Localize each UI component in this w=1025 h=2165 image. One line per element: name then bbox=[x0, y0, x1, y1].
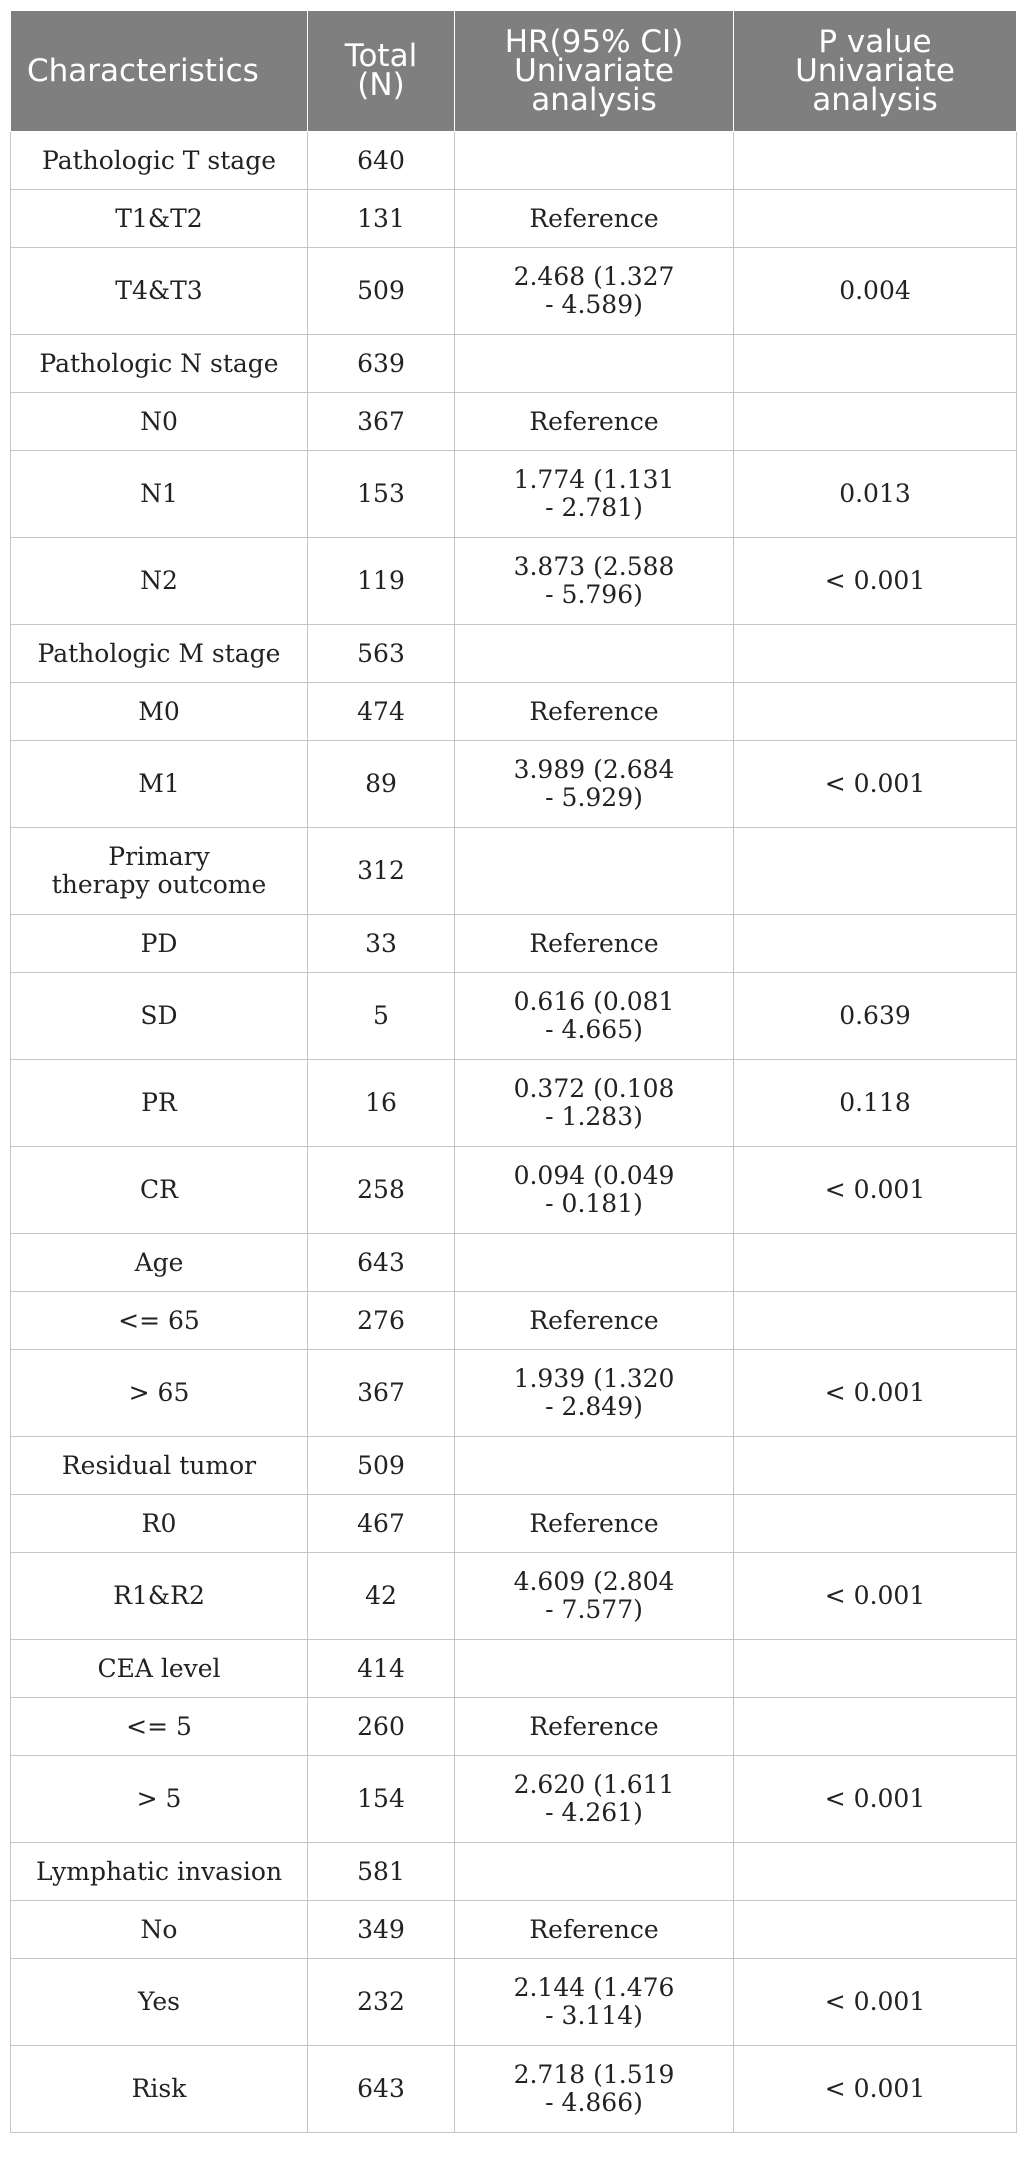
characteristic-cell bbox=[11, 1437, 308, 1495]
characteristic-cell-line: Age bbox=[134, 1247, 184, 1277]
characteristic-cell bbox=[11, 1843, 308, 1901]
p-value-cell bbox=[734, 393, 1017, 451]
characteristic-cell-line: PR bbox=[141, 1088, 177, 1117]
table-row bbox=[11, 1437, 1017, 1495]
hr-cell bbox=[455, 393, 734, 451]
characteristic-cell-line: Residual tumor bbox=[61, 1450, 257, 1480]
p-value-cell bbox=[734, 132, 1017, 190]
total-cell: 153 bbox=[308, 451, 455, 538]
p-value-header bbox=[734, 11, 1017, 132]
table-row bbox=[11, 828, 1017, 915]
table-row bbox=[11, 190, 1017, 248]
p-value-cell bbox=[734, 915, 1017, 973]
total-cell: 33 bbox=[308, 915, 455, 973]
characteristic-cell-line: Pathologic M stage bbox=[37, 638, 281, 668]
hr-cell bbox=[455, 1350, 734, 1437]
p-value-cell: < 0.001 bbox=[734, 1553, 1017, 1640]
hr-cell-line: - 1.283) bbox=[545, 1102, 643, 1131]
hr-cell bbox=[455, 1901, 734, 1959]
table-row bbox=[11, 132, 1017, 190]
hr-cell bbox=[455, 1147, 734, 1234]
total-cell: 131 bbox=[308, 190, 455, 248]
characteristic-cell bbox=[11, 973, 308, 1060]
characteristic-cell-line: N2 bbox=[140, 566, 178, 595]
characteristic-cell-line: therapy outcome bbox=[51, 870, 267, 899]
characteristic-cell-line: <= 65 bbox=[118, 1305, 200, 1335]
hr-cell bbox=[455, 1756, 734, 1843]
p-value-cell bbox=[734, 1292, 1017, 1350]
p-value-cell: < 0.001 bbox=[734, 1959, 1017, 2046]
p-value-cell bbox=[734, 1495, 1017, 1553]
table-row bbox=[11, 973, 1017, 1060]
hr-cell-line: - 4.589) bbox=[545, 290, 643, 319]
header-line: Total bbox=[344, 38, 418, 74]
hr-cell bbox=[455, 828, 734, 915]
table-row bbox=[11, 625, 1017, 683]
characteristic-cell-line: T4&T3 bbox=[115, 276, 203, 305]
table-row bbox=[11, 1901, 1017, 1959]
table-row bbox=[11, 741, 1017, 828]
characteristic-cell bbox=[11, 335, 308, 393]
hr-cell bbox=[455, 915, 734, 973]
characteristic-cell-line: Pathologic N stage bbox=[39, 348, 279, 378]
header-line: analysis bbox=[531, 81, 657, 118]
total-cell: 232 bbox=[308, 1959, 455, 2046]
hr-cell bbox=[455, 973, 734, 1060]
hr-cell bbox=[455, 132, 734, 190]
characteristic-cell bbox=[11, 1901, 308, 1959]
hr-cell-line: 2.144 (1.476 bbox=[513, 1973, 675, 2002]
characteristic-cell-line: Pathologic T stage bbox=[42, 145, 276, 175]
p-value-cell bbox=[734, 1843, 1017, 1901]
total-header bbox=[308, 11, 455, 132]
table-row bbox=[11, 1060, 1017, 1147]
table-row bbox=[11, 1234, 1017, 1292]
hr-cell bbox=[455, 538, 734, 625]
hr-cell-line: - 4.665) bbox=[545, 1015, 643, 1044]
characteristic-cell-line: <= 5 bbox=[126, 1711, 192, 1741]
characteristic-cell-line: No bbox=[140, 1914, 178, 1944]
p-value-cell: 0.118 bbox=[734, 1060, 1017, 1147]
characteristic-cell bbox=[11, 625, 308, 683]
characteristic-cell bbox=[11, 915, 308, 973]
hr-cell-line: - 5.929) bbox=[545, 783, 643, 812]
p-value-cell: 0.639 bbox=[734, 973, 1017, 1060]
characteristic-cell bbox=[11, 1060, 308, 1147]
hr-cell-line: 2.718 (1.519 bbox=[513, 2060, 675, 2089]
total-cell: 643 bbox=[308, 1234, 455, 1292]
table-row bbox=[11, 393, 1017, 451]
table-row bbox=[11, 1698, 1017, 1756]
hr-cell bbox=[455, 1292, 734, 1350]
header-line: Univariate bbox=[514, 52, 674, 89]
hr-cell-line: Reference bbox=[529, 406, 659, 436]
total-cell: 467 bbox=[308, 1495, 455, 1553]
total-cell: 639 bbox=[308, 335, 455, 393]
p-value-cell bbox=[734, 828, 1017, 915]
p-value-cell: < 0.001 bbox=[734, 1350, 1017, 1437]
table-row bbox=[11, 1843, 1017, 1901]
total-cell: 349 bbox=[308, 1901, 455, 1959]
characteristic-cell-line: > 65 bbox=[128, 1378, 190, 1407]
characteristic-cell bbox=[11, 2046, 308, 2133]
p-value-cell bbox=[734, 1698, 1017, 1756]
characteristic-cell bbox=[11, 828, 308, 915]
hr-cell bbox=[455, 625, 734, 683]
total-cell: 509 bbox=[308, 248, 455, 335]
hr-cell-line: 1.774 (1.131 bbox=[513, 465, 675, 494]
hr-cell-line: - 5.796) bbox=[545, 580, 643, 609]
total-cell: 367 bbox=[308, 393, 455, 451]
table-row bbox=[11, 1292, 1017, 1350]
table-body bbox=[11, 132, 1017, 2133]
characteristic-cell bbox=[11, 248, 308, 335]
hr-cell bbox=[455, 1234, 734, 1292]
characteristic-cell bbox=[11, 1640, 308, 1698]
hr-cell-line: - 7.577) bbox=[545, 1595, 643, 1624]
header-line: analysis bbox=[812, 81, 938, 118]
table-row bbox=[11, 683, 1017, 741]
hr-cell bbox=[455, 1437, 734, 1495]
header-row bbox=[11, 11, 1017, 132]
hr-cell-line: 0.094 (0.049 bbox=[513, 1161, 675, 1190]
table-row bbox=[11, 335, 1017, 393]
header-line: Univariate bbox=[795, 52, 955, 89]
table-row bbox=[11, 915, 1017, 973]
characteristic-cell bbox=[11, 1350, 308, 1437]
table-row bbox=[11, 2046, 1017, 2133]
characteristic-cell bbox=[11, 1698, 308, 1756]
characteristic-cell bbox=[11, 1234, 308, 1292]
table-row bbox=[11, 1756, 1017, 1843]
p-value-cell bbox=[734, 190, 1017, 248]
characteristic-cell-line: Primary bbox=[108, 842, 210, 871]
characteristic-cell-line: R1&R2 bbox=[113, 1581, 205, 1610]
total-cell: 414 bbox=[308, 1640, 455, 1698]
p-value-cell bbox=[734, 683, 1017, 741]
hr-header bbox=[455, 11, 734, 132]
characteristic-cell-line: Risk bbox=[131, 2074, 187, 2103]
total-cell: 581 bbox=[308, 1843, 455, 1901]
hr-cell bbox=[455, 1060, 734, 1147]
hazard-ratio-table bbox=[10, 10, 1017, 2133]
total-cell: 42 bbox=[308, 1553, 455, 1640]
total-cell: 119 bbox=[308, 538, 455, 625]
p-value-cell: 0.013 bbox=[734, 451, 1017, 538]
hr-cell-line: - 4.866) bbox=[545, 2088, 643, 2117]
characteristic-cell-line: CR bbox=[140, 1175, 178, 1204]
total-cell: 16 bbox=[308, 1060, 455, 1147]
characteristic-cell-line: Lymphatic invasion bbox=[35, 1856, 283, 1886]
characteristic-cell-line: N1 bbox=[140, 479, 178, 508]
characteristic-cell bbox=[11, 741, 308, 828]
characteristic-cell bbox=[11, 1495, 308, 1553]
p-value-cell: 0.004 bbox=[734, 248, 1017, 335]
total-cell: 640 bbox=[308, 132, 455, 190]
header-line: (N) bbox=[357, 67, 405, 103]
p-value-cell bbox=[734, 1901, 1017, 1959]
p-value-cell bbox=[734, 335, 1017, 393]
hr-cell-line: Reference bbox=[529, 1914, 659, 1944]
hr-cell-line: 3.989 (2.684 bbox=[513, 755, 675, 784]
table-row bbox=[11, 1495, 1017, 1553]
characteristic-cell bbox=[11, 1959, 308, 2046]
hr-cell bbox=[455, 451, 734, 538]
hr-cell-line: 3.873 (2.588 bbox=[513, 552, 675, 581]
table-row bbox=[11, 1959, 1017, 2046]
total-cell: 312 bbox=[308, 828, 455, 915]
hr-cell-line: 2.468 (1.327 bbox=[513, 262, 675, 291]
hr-cell-line: 1.939 (1.320 bbox=[513, 1364, 675, 1393]
hr-cell bbox=[455, 1959, 734, 2046]
hr-cell-line: 4.609 (2.804 bbox=[513, 1567, 675, 1596]
p-value-cell: < 0.001 bbox=[734, 2046, 1017, 2133]
characteristic-cell bbox=[11, 190, 308, 248]
p-value-cell bbox=[734, 1437, 1017, 1495]
hr-cell-line: - 4.261) bbox=[545, 1798, 643, 1827]
characteristic-cell-line: M1 bbox=[138, 769, 180, 798]
table-row bbox=[11, 248, 1017, 335]
total-cell: 258 bbox=[308, 1147, 455, 1234]
hr-cell-line: - 3.114) bbox=[545, 2001, 643, 2030]
characteristic-cell-line: SD bbox=[140, 1001, 178, 1030]
hr-cell-line: 0.616 (0.081 bbox=[513, 987, 675, 1016]
p-value-cell: < 0.001 bbox=[734, 538, 1017, 625]
hr-cell bbox=[455, 683, 734, 741]
hr-cell-line: Reference bbox=[529, 928, 659, 958]
hr-cell-line: - 0.181) bbox=[545, 1189, 643, 1218]
hr-cell bbox=[455, 2046, 734, 2133]
characteristic-cell bbox=[11, 451, 308, 538]
hr-cell-line: - 2.781) bbox=[545, 493, 643, 522]
characteristic-cell-line: M0 bbox=[138, 696, 180, 726]
characteristic-cell-line: N0 bbox=[140, 406, 178, 436]
hr-cell-line: Reference bbox=[529, 696, 659, 726]
total-cell: 509 bbox=[308, 1437, 455, 1495]
characteristic-cell bbox=[11, 538, 308, 625]
header-line: HR(95% CI) bbox=[504, 23, 684, 60]
characteristic-cell bbox=[11, 1756, 308, 1843]
characteristic-cell bbox=[11, 1147, 308, 1234]
table-row bbox=[11, 538, 1017, 625]
hr-cell-line: 2.620 (1.611 bbox=[513, 1770, 675, 1799]
characteristic-cell bbox=[11, 132, 308, 190]
hr-cell-line: Reference bbox=[529, 1711, 659, 1741]
p-value-cell: < 0.001 bbox=[734, 1756, 1017, 1843]
characteristic-cell bbox=[11, 393, 308, 451]
p-value-cell: < 0.001 bbox=[734, 1147, 1017, 1234]
p-value-cell: < 0.001 bbox=[734, 741, 1017, 828]
hr-cell bbox=[455, 1698, 734, 1756]
characteristic-cell-line: T1&T2 bbox=[115, 203, 203, 233]
total-cell: 89 bbox=[308, 741, 455, 828]
total-cell: 154 bbox=[308, 1756, 455, 1843]
characteristic-cell bbox=[11, 1553, 308, 1640]
header-line: Characteristics bbox=[27, 52, 259, 89]
total-cell: 563 bbox=[308, 625, 455, 683]
p-value-cell bbox=[734, 625, 1017, 683]
hr-cell bbox=[455, 1640, 734, 1698]
hr-cell bbox=[455, 190, 734, 248]
characteristic-cell bbox=[11, 683, 308, 741]
characteristic-cell-line: Yes bbox=[138, 1987, 180, 2016]
characteristics-header bbox=[11, 11, 308, 132]
hr-cell bbox=[455, 741, 734, 828]
characteristic-cell-line: PD bbox=[140, 928, 178, 958]
hr-cell bbox=[455, 1843, 734, 1901]
total-cell: 276 bbox=[308, 1292, 455, 1350]
characteristic-cell-line: R0 bbox=[141, 1508, 177, 1538]
table-row bbox=[11, 1147, 1017, 1234]
hr-cell-line: 0.372 (0.108 bbox=[513, 1074, 675, 1103]
characteristic-cell-line: CEA level bbox=[97, 1653, 221, 1683]
table-row bbox=[11, 1553, 1017, 1640]
table-row bbox=[11, 1350, 1017, 1437]
table-header bbox=[11, 11, 1017, 132]
header-line: P value bbox=[818, 23, 932, 60]
total-cell: 367 bbox=[308, 1350, 455, 1437]
p-value-cell bbox=[734, 1234, 1017, 1292]
total-cell: 643 bbox=[308, 2046, 455, 2133]
hr-cell-line: Reference bbox=[529, 1305, 659, 1335]
total-cell: 474 bbox=[308, 683, 455, 741]
hr-cell bbox=[455, 248, 734, 335]
hr-cell-line: Reference bbox=[529, 1508, 659, 1538]
hr-cell-line: Reference bbox=[529, 203, 659, 233]
hr-cell bbox=[455, 335, 734, 393]
table-row bbox=[11, 451, 1017, 538]
characteristic-cell-line: > 5 bbox=[136, 1784, 182, 1813]
total-cell: 260 bbox=[308, 1698, 455, 1756]
total-cell: 5 bbox=[308, 973, 455, 1060]
hr-cell bbox=[455, 1553, 734, 1640]
hr-cell bbox=[455, 1495, 734, 1553]
characteristic-cell bbox=[11, 1292, 308, 1350]
hr-cell-line: - 2.849) bbox=[545, 1392, 643, 1421]
table-row bbox=[11, 1640, 1017, 1698]
p-value-cell bbox=[734, 1640, 1017, 1698]
